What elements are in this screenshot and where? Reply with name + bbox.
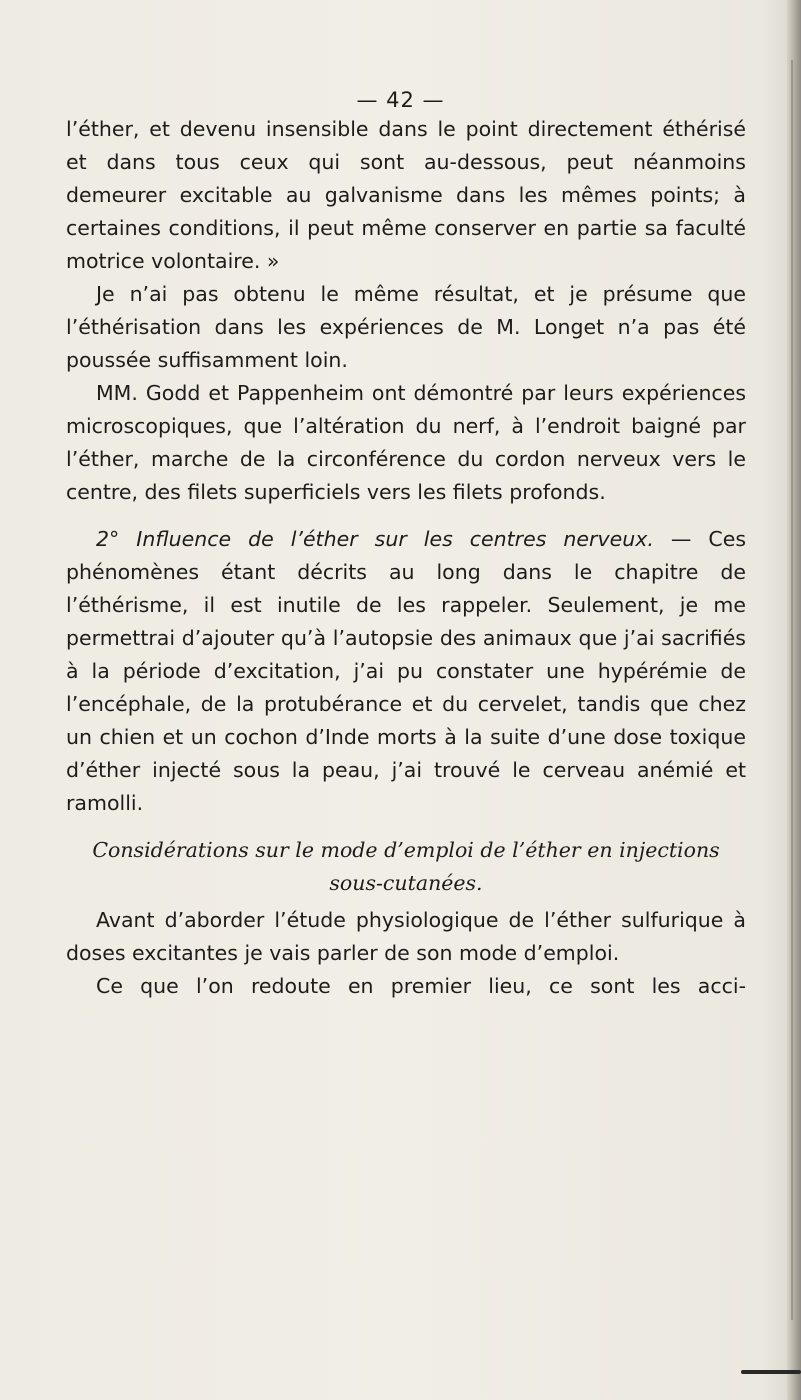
paragraph-continuation: l’éther, et devenu insensible dans le point directement éthérisé et dans tous ceux qui sont au-dessous, peut néanmoins demeurer excitable au galvanisme dans les mêmes points; à certaines conditions, il peut même conserver en partie sa faculté motrice volontaire. »	[66, 117, 746, 273]
paragraph-ce-que: Ce que l’on redoute en premier lieu, ce sont les acci-	[96, 974, 746, 998]
section-title-line-1: Considérations sur le mode d’emploi de l’éther en injections	[92, 838, 720, 862]
corner-mark	[741, 1370, 801, 1374]
paragraph-avant: Avant d’aborder l’étude physiologique de l’éther sulfurique à doses excitantes je vais parler de son mode d’emploi.	[66, 908, 746, 965]
influence-text: — Ces phénomènes étant décrits au long dans le chapitre de l’éthérisme, il est inutile de les rappeler. Seulement, je me permettrai d’ajouter qu’à l’autopsie des animaux que j’ai sacrifiés à la période d’excitation, j’ai pu constater une hypérémie de l’encéphale, de la protubérance et du cervelet, tandis que chez un chien et un cochon d’Inde morts à la suite d’une dose toxique d’éther injecté sous la peau, j’ai trouvé le cerveau anémié et ramolli.	[66, 527, 747, 815]
paragraph-influence	[66, 523, 746, 820]
page-body	[66, 113, 746, 1003]
page-edge-shadow	[791, 60, 793, 1320]
paragraph-result: Je n’ai pas obtenu le même résultat, et je présume que l’éthérisation dans les expériences de M. Longet n’a pas été poussée suffisamment loin.	[66, 282, 746, 372]
paragraph-godd-pappenheim: MM. Godd et Pappenheim ont démontré par leurs expériences microscopiques, que l’altération du nerf, à l’endroit baigné par l’éther, marche de la circonférence du cordon nerveux vers le centre, des filets superficiels vers les filets profonds.	[66, 381, 746, 504]
paragraph-gap	[66, 509, 746, 523]
page-number: — 42 —	[356, 88, 445, 112]
influence-heading: 2° Influence de l’éther sur les centres nerveux.	[96, 527, 654, 551]
section-title	[66, 834, 746, 900]
section-title-line-2: sous-cutanées.	[329, 871, 483, 895]
page-edge	[787, 0, 801, 1400]
